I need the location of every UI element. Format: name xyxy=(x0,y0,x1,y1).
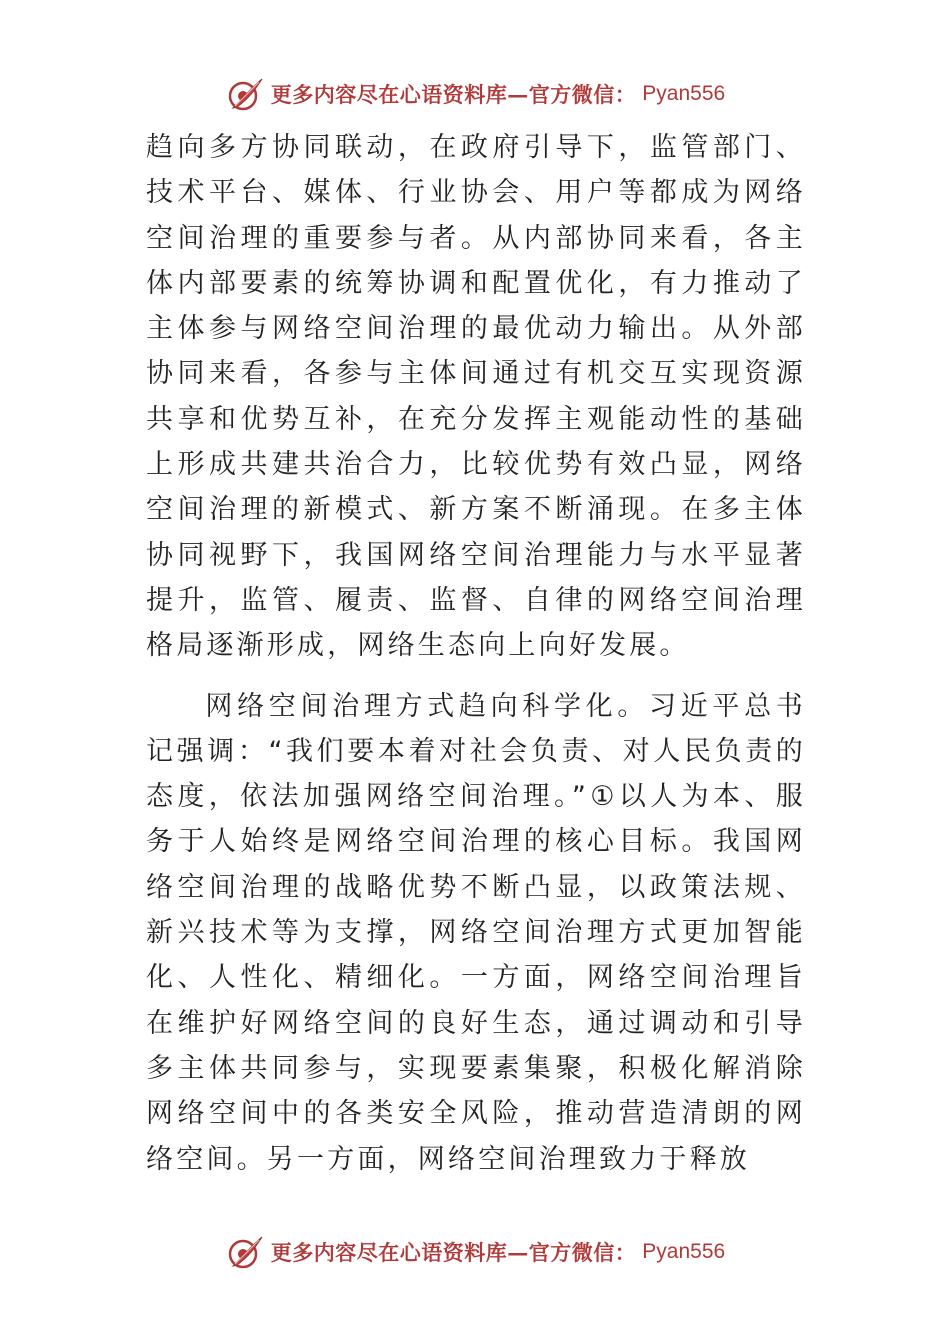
banner-text: 更多内容尽在心语资料库—官方微信： xyxy=(270,82,637,107)
footer-banner xyxy=(0,1230,950,1274)
document-body xyxy=(146,125,806,1182)
banner-wechat-id: Pyan556 xyxy=(642,1240,726,1263)
paragraph-2: 网络空间治理方式趋向科学化。习近平总书记强调：“我们要本着对社会负责、对人民负责的态度，依法加强网络空间治理。”①以人为本、服务于人始终是网络空间治理的核心目标。我国网络空间治理的战略优势不断凸显，以政策法规、新兴技术等为支撑，网络空间治理方式更加智能化、人性化、精细化。一方面，网络空间治理旨在维护好网络空间的良好生态，通过调动和引导多主体共同参与，实现要素集聚，积极化解消除网络空间中的各类安全风险，推动营造清朗的网络空间。另一方面，网络空间治理致力于释放 xyxy=(146,690,806,1175)
banner-wechat-id: Pyan556 xyxy=(642,82,726,105)
quill-logo-icon xyxy=(225,1232,265,1272)
header-banner xyxy=(0,72,950,116)
banner-text: 更多内容尽在心语资料库—官方微信： xyxy=(270,1240,637,1265)
paragraph-1: 趋向多方协同联动，在政府引导下，监管部门、技术平台、媒体、行业协会、用户等都成为网络空间治理的重要参与者。从内部协同来看，各主体内部要素的统筹协调和配置优化，有力推动了主体参与网络空间治理的最优动力输出。从外部协同来看，各参与主体间通过有机交互实现资源共享和优势互补，在充分发挥主观能动性的基础上形成共建共治合力，比较优势有效凸显，网络空间治理的新模式、新方案不断涌现。在多主体协同视野下，我国网络空间治理能力与水平显著提升，监管、履责、监督、自律的网络空间治理格局逐渐形成，网络生态向上向好发展。 xyxy=(146,132,806,662)
quill-logo-icon xyxy=(225,74,265,114)
